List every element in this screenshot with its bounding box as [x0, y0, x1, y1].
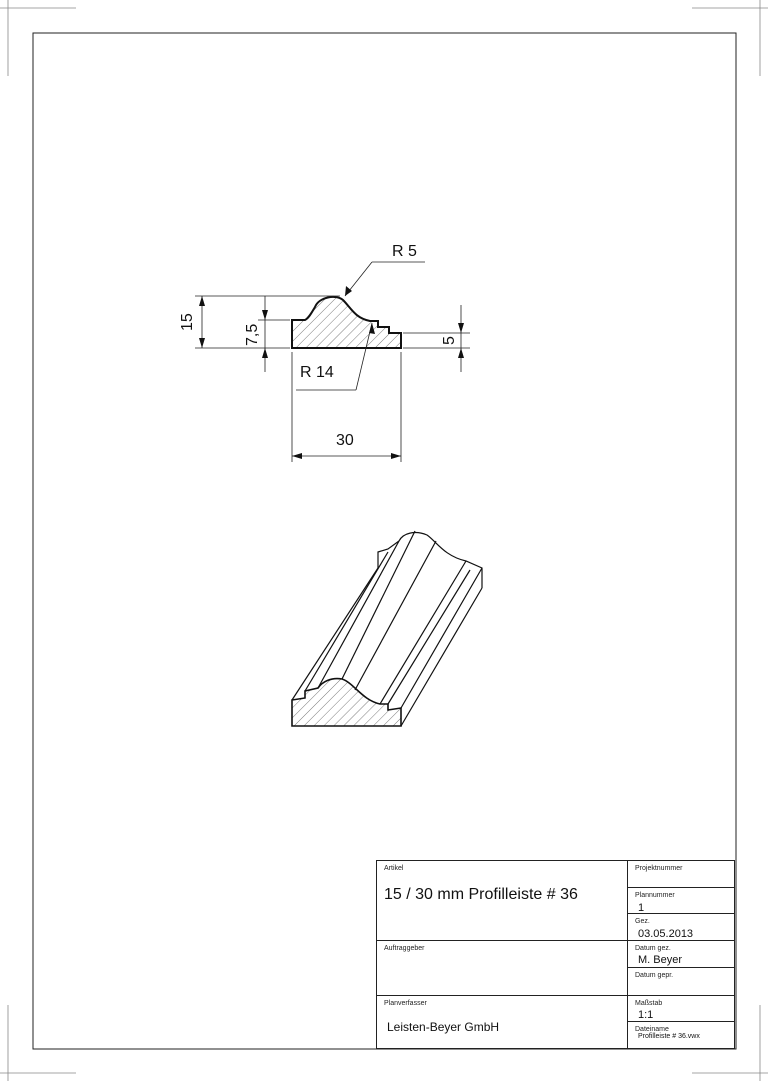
dateiname-label: Dateiname: [635, 1026, 669, 1033]
plannummer-label: Plannummer: [635, 892, 675, 899]
dim-height-half: 7,5: [244, 323, 261, 346]
massstab-cell: [628, 996, 734, 1022]
dimension-lines: [195, 262, 470, 462]
projektnummer-cell: [628, 861, 734, 888]
isometric-view: [292, 531, 482, 726]
plannummer-cell: [628, 888, 734, 914]
planverfasser-value: Leisten-Beyer GmbH: [387, 1020, 500, 1034]
dim-height-total: 15: [179, 313, 196, 331]
auftraggeber-cell: [377, 941, 628, 996]
artikel-value: 15 / 30 mm Profilleiste # 36: [384, 886, 578, 903]
planverfasser-label: Planverfasser: [384, 1000, 427, 1007]
gez-label: Gez.: [635, 918, 650, 925]
projektnummer-label: Projektnummer: [635, 865, 683, 872]
dateiname-cell: [628, 1022, 734, 1048]
artikel-cell: [377, 861, 628, 941]
massstab-value: 1:1: [638, 1009, 654, 1021]
auftraggeber-label: Auftraggeber: [384, 945, 425, 952]
datum-gez-label: Datum gez.: [635, 945, 671, 952]
profile-section: [292, 297, 401, 348]
dim-radius-bottom: R 14: [300, 364, 334, 381]
datum-gepr-label: Datum gepr.: [635, 972, 674, 979]
artikel-label: Artikel: [384, 865, 404, 872]
plannummer-value: 1: [638, 902, 645, 914]
datum-gez-cell: [628, 941, 734, 968]
datum-gepr-cell: [628, 968, 734, 996]
planverfasser-cell: [377, 996, 628, 1048]
gez-cell: [628, 914, 734, 941]
dim-width: 30: [336, 432, 354, 449]
gez-value: 03.05.2013: [638, 928, 694, 940]
dateiname-value: Profilleiste # 36.vwx: [638, 1033, 700, 1040]
dim-radius-top: R 5: [392, 243, 417, 260]
title-block: [376, 860, 735, 1049]
datum-gez-value: M. Beyer: [638, 954, 683, 966]
dim-step-height: 5: [441, 336, 458, 345]
massstab-label: Maßstab: [635, 1000, 663, 1007]
